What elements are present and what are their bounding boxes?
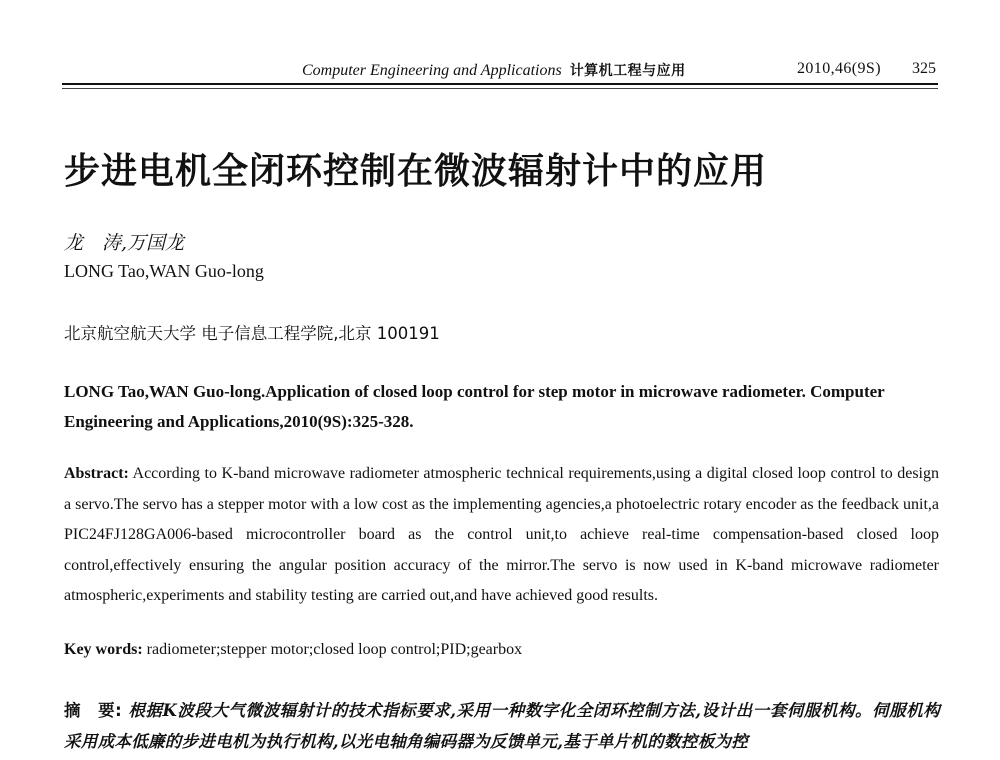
running-header [62, 58, 938, 96]
abstract-chinese [64, 695, 940, 757]
header-rule-thin [62, 88, 938, 89]
paper-title: 步进电机全闭环控制在微波辐射计中的应用 [64, 151, 768, 192]
journal-name-cn: 计算机工程与应用 [569, 63, 686, 79]
abstract-cn-label: 摘 要: [64, 701, 123, 720]
journal-name [302, 60, 686, 80]
keywords-text: radiometer;stepper motor;closed loop control;PID;gearbox [146, 641, 523, 658]
authors-english: LONG Tao,WAN Guo-long [64, 261, 264, 281]
page-number: 325 [912, 60, 936, 77]
abstract-cn-text: 根据K波段大气微波辐射计的技术指标要求,采用一种数字化全闭环控制方法,设计出一套伺服机构。伺服机构采用成本低廉的步进电机为执行机构,以光电轴角编码器为反馈单元,基于单片机的数控板为控 [64, 701, 940, 751]
issue-number: 2010,46(9S) [797, 60, 881, 77]
journal-name-en: Computer Engineering and Applications [302, 62, 562, 79]
abstract-english [64, 459, 939, 612]
authors-chinese: 龙 涛,万国龙 [64, 232, 185, 254]
citation: LONG Tao,WAN Guo-long.Application of closed loop control for step motor in microwave radiometer. Computer Engineering and Applications,2010(9S):325-328. [64, 382, 885, 431]
affiliation: 北京航空航天大学 电子信息工程学院,北京 100191 [64, 324, 440, 343]
header-rule-thick [62, 83, 938, 85]
abstract-label: Abstract: [64, 465, 129, 482]
keywords-label: Key words: [64, 641, 143, 658]
abstract-text: According to K-band microwave radiometer atmospheric technical requirements,using a digital closed loop control to design a servo.The servo has a stepper motor with a low cost as the implementing agencies,a photoelectric rotary encoder as the feedback unit,a PIC24FJ128GA006-based microcontroller board as the control unit,to achieve real-time compensation-based closed loop control,effectively ensuring the angular position accuracy of the mirror.The servo is now used in K-band microwave radiometer atmospheric,experiments and stability testing are carried out,and have achieved good results. [64, 465, 940, 604]
keywords [64, 641, 522, 659]
